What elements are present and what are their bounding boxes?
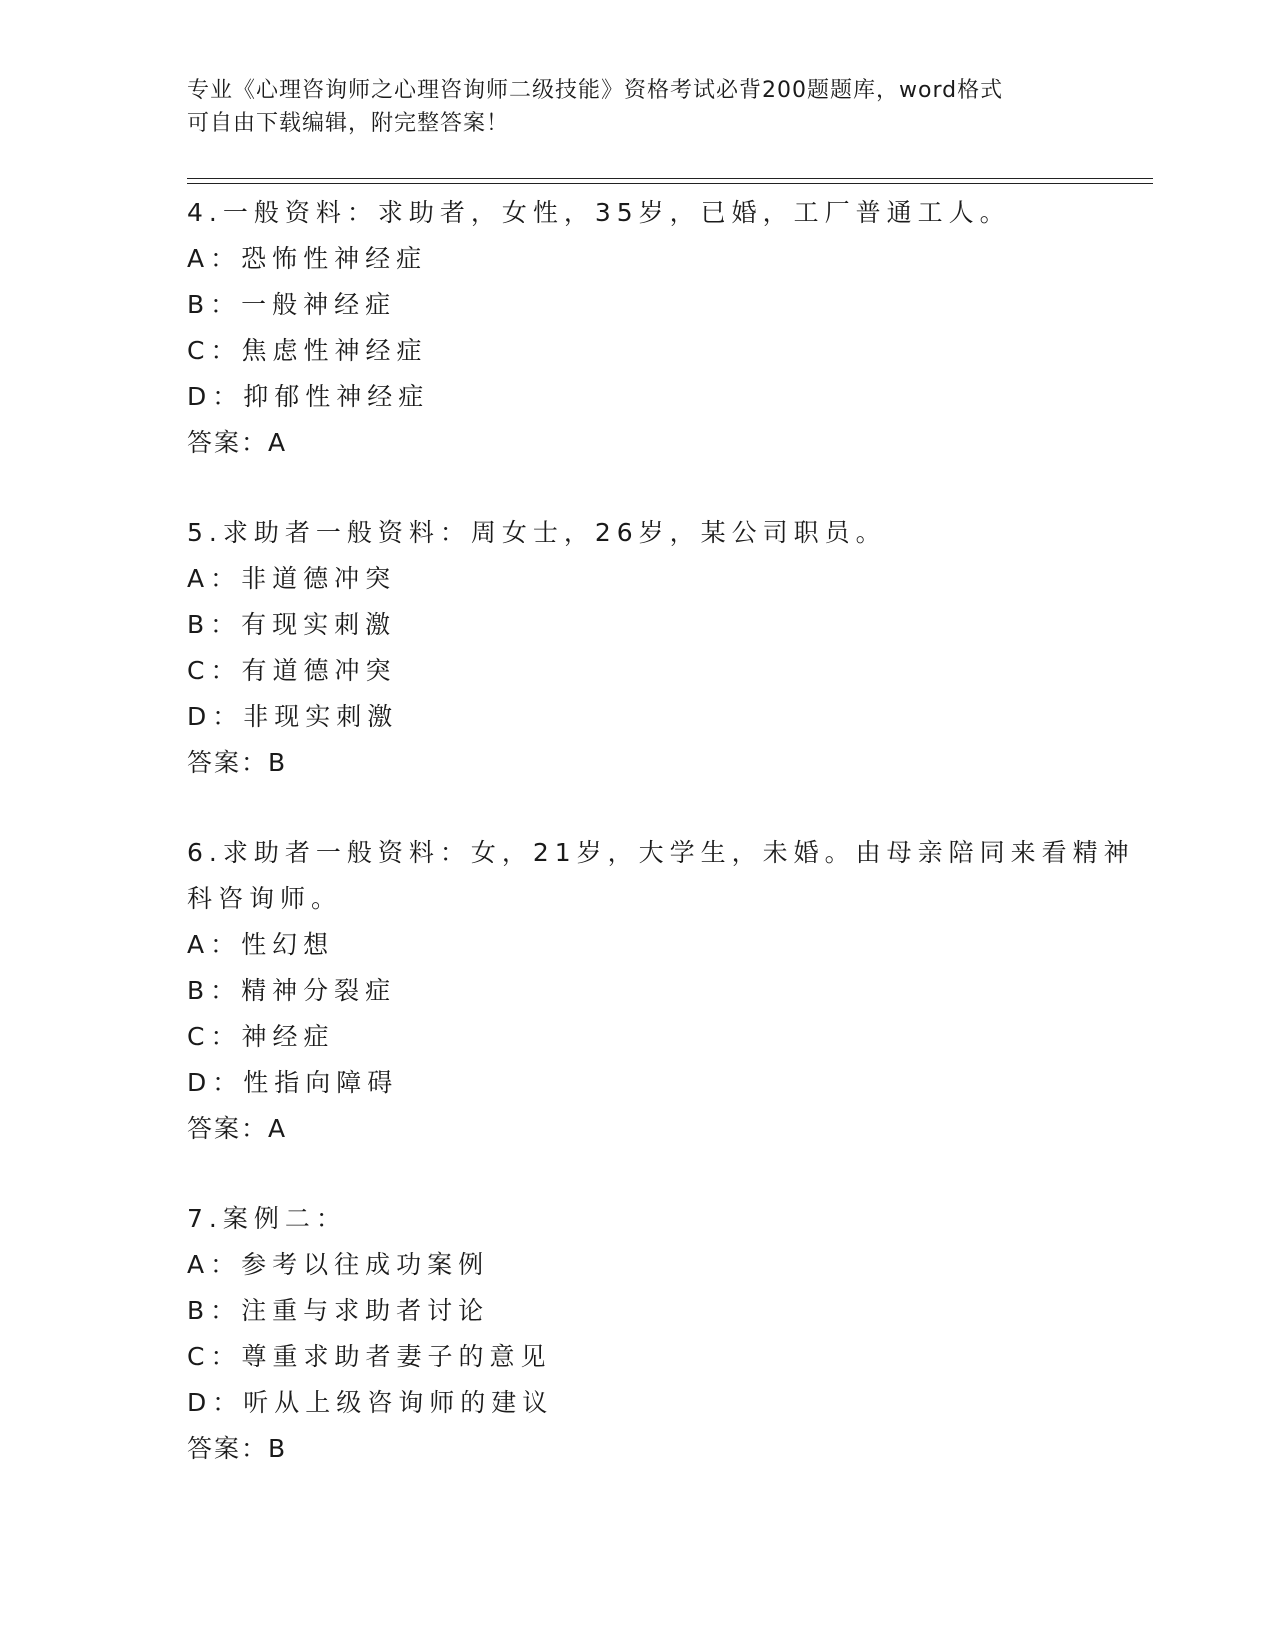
option-b: B：精神分裂症: [187, 976, 397, 1005]
option-c: C：尊重求助者妻子的意见: [187, 1342, 552, 1371]
header-title-line-1: 专业《心理咨询师之心理咨询师二级技能》资格考试必背200题题库，word格式: [187, 78, 1004, 103]
option-a: A：参考以往成功案例: [187, 1250, 490, 1279]
question-4: [187, 190, 1087, 466]
option-a: A：恐怖性神经症: [187, 244, 428, 273]
question-7: [187, 1196, 1087, 1472]
option-a: A：性幻想: [187, 930, 335, 959]
option-d: D：抑郁性神经症: [187, 382, 430, 411]
question-list: [187, 190, 1135, 1516]
question-stem-line-2: 科咨询师。: [187, 884, 343, 913]
question-stem: 5.求助者一般资料：周女士，26岁，某公司职员。: [187, 518, 887, 547]
option-d: D：性指向障碍: [187, 1068, 399, 1097]
question-stem-line-1: 6.求助者一般资料：女，21岁，大学生，未婚。由母亲陪同来看精神: [187, 838, 1135, 867]
option-c: C：神经症: [187, 1022, 335, 1051]
header-title-line-2: 可自由下载编辑，附完整答案！: [187, 111, 510, 136]
option-d: D：非现实刺激: [187, 702, 399, 731]
header-divider-top: [187, 178, 1153, 179]
option-d: D：听从上级咨询师的建议: [187, 1388, 554, 1417]
answer-label: 答案：A: [187, 428, 288, 457]
option-b: B：一般神经症: [187, 290, 397, 319]
answer-label: 答案：B: [187, 748, 288, 777]
question-stem: 7.案例二：: [187, 1204, 347, 1233]
option-c: C：有道德冲突: [187, 656, 397, 685]
question-6: [187, 830, 1135, 1152]
header-divider-bottom: [187, 183, 1153, 184]
option-a: A：非道德冲突: [187, 564, 397, 593]
answer-label: 答案：B: [187, 1434, 288, 1463]
question-stem: 4.一般资料：求助者，女性，35岁，已婚，工厂普通工人。: [187, 198, 1011, 227]
answer-label: 答案：A: [187, 1114, 288, 1143]
document-header: [187, 74, 1067, 140]
question-5: [187, 510, 1087, 786]
option-b: B：注重与求助者讨论: [187, 1296, 490, 1325]
option-c: C：焦虑性神经症: [187, 336, 428, 365]
option-b: B：有现实刺激: [187, 610, 397, 639]
